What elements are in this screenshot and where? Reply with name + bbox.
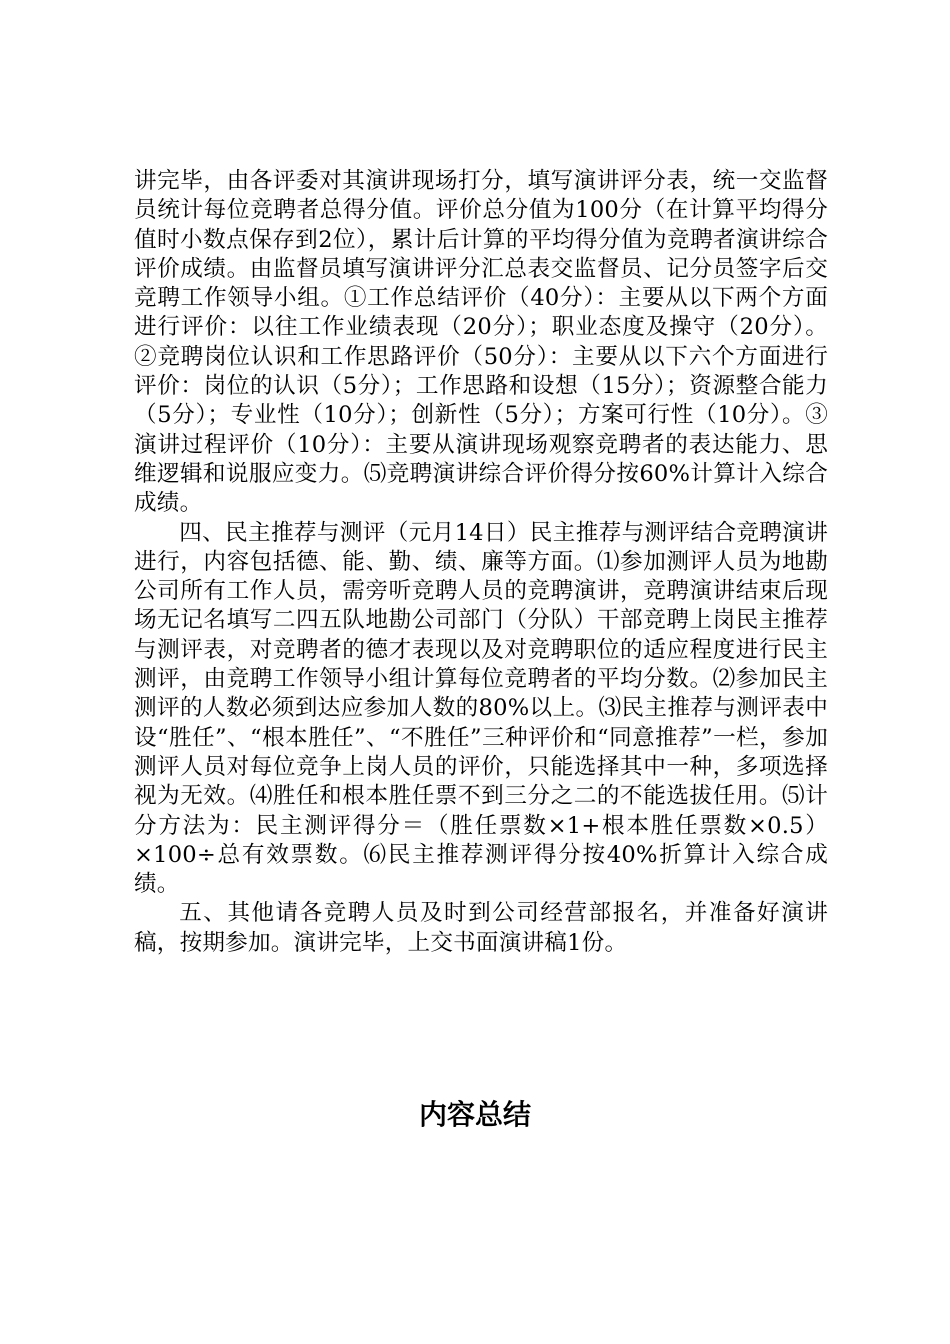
- paragraph-democratic-evaluation: 四、民主推荐与测评（元月14日）民主推荐与测评结合竞聘演讲进行，内容包括德、能、勤、绩、廉等方面。⑴参加测评人员为地勘公司所有工作人员，需旁听竞聘人员的竞聘演讲，竞聘演讲结束后现场无记名填写二四五队地勘公司部门（分队）干部竞聘上岗民主推荐与测评表，对竞聘者的德才表现以及对竞聘职位的适应程度进行民主测评，由竞聘工作领导小组计算每位竞聘者的平均分数。⑵参加民主测评的人数必须到达应参加人数的80%以上。⑶民主推荐与测评表中设“胜任”、“根本胜任”、“不胜任”三种评价和“同意推荐”一栏，参加测评人员对每位竞争上岗人员的评价，只能选择其中一种，多项选择视为无效。⑷胜任和根本胜任票不到三分之二的不能选拔任用。⑸计分方法为：民主测评得分＝（胜任票数×1+根本胜任票数×0.5）×100÷总有效票数。⑹民主推荐测评得分按40%折算计入综合成绩。: [134, 519, 828, 898]
- document-body: [134, 167, 828, 958]
- summary-heading: 内容总结: [418, 1098, 531, 1131]
- paragraph-scoring-rules: 讲完毕，由各评委对其演讲现场打分，填写演讲评分表，统一交监督员统计每位竞聘者总得分值。评价总分值为100分（在计算平均得分值时小数点保存到2位），累计后计算的平均得分值为竞聘者演讲综合评价成绩。由监督员填写演讲评分汇总表交监督员、记分员签字后交竞聘工作领导小组。①工作总结评价（40分）：主要从以下两个方面进行评价：以往工作业绩表现（20分）；职业态度及操守（20分）。②竞聘岗位认识和工作思路评价（50分）：主要从以下六个方面进行评价：岗位的认识（5分）；工作思路和设想（15分）；资源整合能力（5分）；专业性（10分）；创新性（5分）；方案可行性（10分）。③演讲过程评价（10分）：主要从演讲现场观察竞聘者的表达能力、思维逻辑和说服应变力。⑸竞聘演讲综合评价得分按60%计算计入综合成绩。: [134, 168, 828, 517]
- paragraph-other-notes: 五、其他请各竞聘人员及时到公司经营部报名，并准备好演讲稿，按期参加。演讲完毕，上交书面演讲稿1份。: [134, 900, 828, 956]
